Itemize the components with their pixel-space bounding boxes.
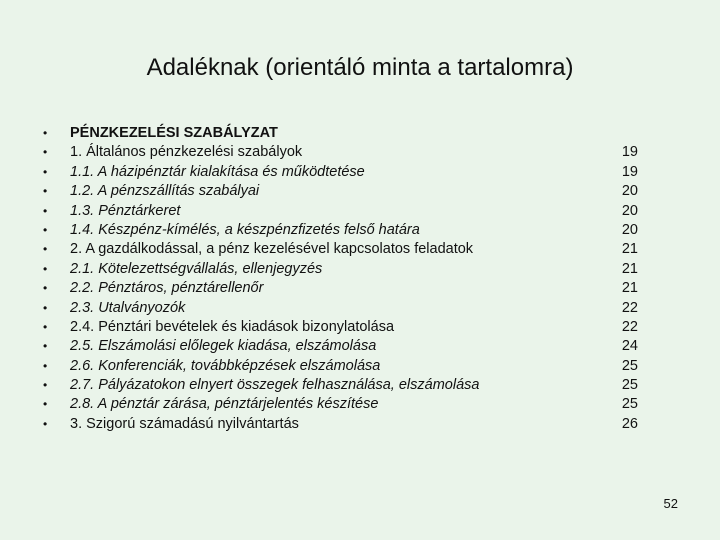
toc-entry-text: 1.4. Készpénz-kímélés, a készpénzfizetés felső határa: [70, 221, 420, 238]
toc-page-number: 20: [621, 183, 638, 200]
toc-page-number: 21: [621, 241, 638, 258]
slide-title: Adaléknak (orientáló minta a tartalomra): [146, 54, 574, 81]
toc-entry-text: 1.1. A házipénztár kialakítása és működtetése: [70, 163, 365, 180]
toc-page-number: 19: [621, 144, 638, 161]
toc-page-number: 24: [621, 338, 638, 355]
toc-entry: [0, 415, 720, 434]
toc-page-number: 25: [621, 357, 638, 374]
toc-entry: [0, 337, 720, 356]
toc-entry-text: 2.5. Elszámolási előlegek kiadása, elszámolása: [70, 338, 377, 355]
toc-page-number: 26: [621, 415, 638, 432]
toc-page-number: 25: [621, 377, 638, 394]
bullet-icon: •: [43, 184, 48, 199]
bullet-icon: •: [43, 319, 48, 334]
bullet-icon: •: [43, 242, 48, 257]
toc-page-number: 25: [621, 396, 638, 413]
toc-page-number: 22: [621, 318, 638, 335]
bullet-icon: •: [43, 222, 48, 237]
toc-entry: [0, 202, 720, 221]
toc-entry-text: 2.6. Konferenciák, továbbképzések elszámolása: [70, 357, 381, 374]
bullet-icon: •: [43, 300, 48, 315]
bullet-icon: •: [43, 339, 48, 354]
bullet-icon: •: [43, 145, 48, 160]
toc-entry: [0, 143, 720, 162]
toc-entry-text: 2.3. Utalványozók: [70, 299, 186, 316]
toc-entry: [0, 221, 720, 240]
toc-page-number: 20: [621, 221, 638, 238]
toc-entry-text: 2.8. A pénztár zárása, pénztárjelentés készítése: [70, 396, 379, 413]
toc-entry: [0, 182, 720, 201]
toc-entry-text: 2.1. Kötelezettségvállalás, ellenjegyzés: [70, 260, 323, 277]
toc-entry-text: 2.4. Pénztári bevételek és kiadások bizonylatolása: [70, 318, 395, 335]
toc-entry: [0, 163, 720, 182]
slide-number: 52: [663, 496, 678, 511]
toc-entry-text: 2.7. Pályázatokon elnyert összegek felhasználása, elszámolása: [70, 377, 480, 394]
bullet-icon: •: [43, 281, 48, 296]
toc-page-number: 22: [621, 299, 638, 316]
toc-entry-text: 1.3. Pénztárkeret: [70, 202, 181, 219]
table-of-contents: [0, 124, 720, 434]
toc-entry-text: 1.2. A pénzszállítás szabályai: [70, 183, 260, 200]
toc-entry-text: 2. A gazdálkodással, a pénz kezelésével kapcsolatos feladatok: [70, 241, 474, 258]
toc-entry: [0, 124, 720, 143]
toc-entry-text: 3. Szigorú számadású nyilvántartás: [70, 415, 299, 432]
toc-entry: [0, 376, 720, 395]
toc-page-number: 21: [621, 260, 638, 277]
toc-entry: [0, 357, 720, 376]
toc-entry: [0, 279, 720, 298]
bullet-icon: •: [43, 261, 48, 276]
toc-entry-text: 1. Általános pénzkezelési szabályok: [70, 144, 303, 161]
toc-page-number: 21: [621, 280, 638, 297]
toc-entry: [0, 318, 720, 337]
toc-entry: [0, 299, 720, 318]
toc-entry: [0, 260, 720, 279]
toc-page-number: 19: [621, 163, 638, 180]
bullet-icon: •: [43, 203, 48, 218]
bullet-icon: •: [43, 358, 48, 373]
toc-page-number: 20: [621, 202, 638, 219]
bullet-icon: •: [43, 378, 48, 393]
bullet-icon: •: [43, 397, 48, 412]
toc-entry-text: PÉNZKEZELÉSI SZABÁLYZAT: [70, 125, 278, 141]
bullet-icon: •: [43, 126, 48, 140]
bullet-icon: •: [43, 416, 48, 431]
toc-entry: [0, 395, 720, 414]
toc-entry-text: 2.2. Pénztáros, pénztárellenőr: [70, 280, 264, 297]
toc-entry: [0, 240, 720, 259]
bullet-icon: •: [43, 164, 48, 179]
